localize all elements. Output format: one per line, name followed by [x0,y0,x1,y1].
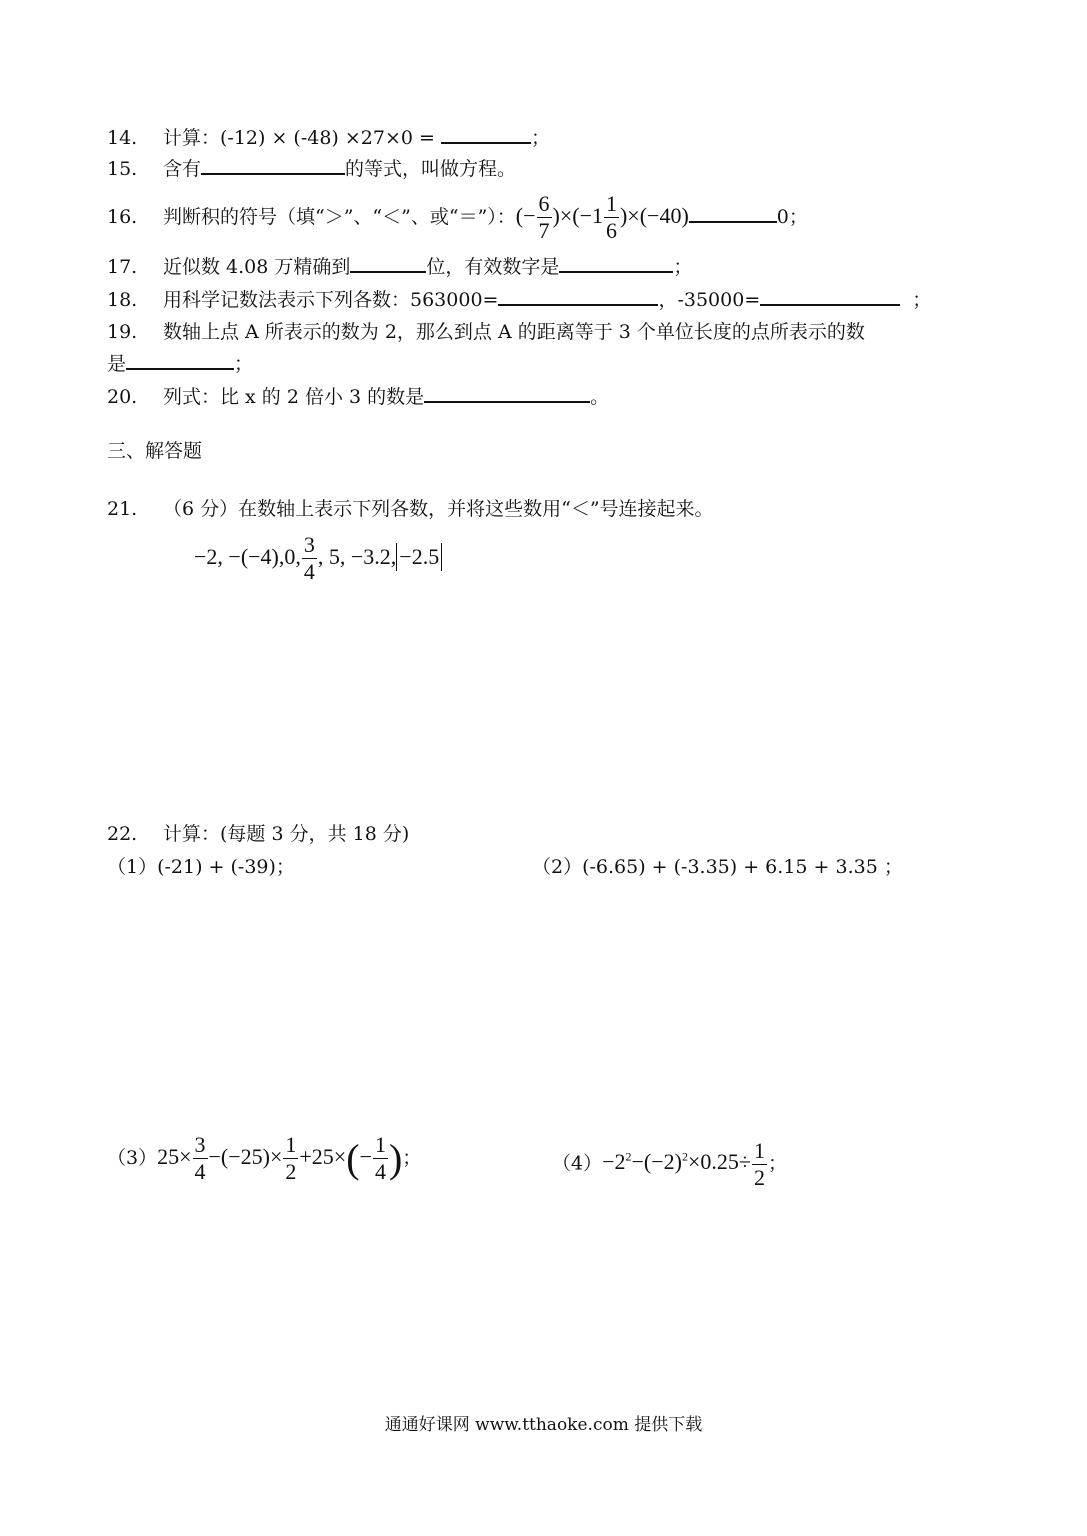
answer-blank-18a[interactable] [498,286,658,306]
answer-blank-16[interactable] [689,203,777,223]
question-22: 22. 计算：(每题 3 分，共 18 分) [107,823,410,845]
q22-part-4: $(4)-2^2-(-2)^2\times 0.25\div$ $\frac{1}{2}$ ； [552,1137,787,1190]
answer-blank-20[interactable] [424,383,590,403]
q21-expression: −2, −(−4),0, $\frac{3}{4}$ , 5, −3.2, −2.5 [194,526,442,588]
q22-part-2: （2）(-6.65) + (-3.35) + 6.15 + 3.35 ； [532,856,903,878]
answer-blank-14[interactable] [441,124,531,144]
question-15: 15. 含有 的等式，叫做方程。 [107,155,516,182]
answer-blank-17a[interactable] [350,253,426,273]
question-18: 18. 用科学记数法表示下列各数：563000= ，-35000= ； [107,286,931,313]
answer-blank-17b[interactable] [559,253,673,273]
q22-part-3: （3）25× $\frac{3}{4}$ −(−25)× $\frac{1}{2}$ +25×(− $\frac{1}{4}$ )； [107,1132,422,1185]
question-17: 17. 近似数 4.08 万精确到 位，有效数字是 ； [107,253,692,280]
answer-blank-19[interactable] [126,350,234,370]
q16-expression: (− $\frac{6}{7}$ )×(−1 $\frac{1}{6}$ )×(−40) [515,191,689,244]
answer-blank-18b[interactable] [760,286,900,306]
question-21: 21. （6 分）在数轴上表示下列各数，并将这些数用“＜”号连接起来。 [107,498,714,520]
question-16: 16. 判断积的符号（填“＞”、“＜”、或“＝”）：(− $\frac{6}{7}$ )×(−1 $\frac{1}{6}$ )×(−40) 0； [107,191,808,244]
question-19-line2: 是 ； [107,350,253,377]
section-heading: 三、解答题 [107,440,203,462]
question-20: 20. 列式：比 x 的 2 倍小 3 的数是 。 [107,383,609,410]
q22-part-1: （1）(-21) + (-39)； [107,856,295,878]
question-19: 19. 数轴上点 A 所表示的数为 2，那么到点 A 的距离等于 3 个单位长度的点所表示的数 [107,321,865,343]
question-14: 14. 计算：(-12) × (-48) ×27×0 = ； [107,124,550,151]
footer-credit: 通通好课网 www.tthaoke.com 提供下载 [384,1415,703,1435]
answer-blank-15[interactable] [201,155,345,175]
